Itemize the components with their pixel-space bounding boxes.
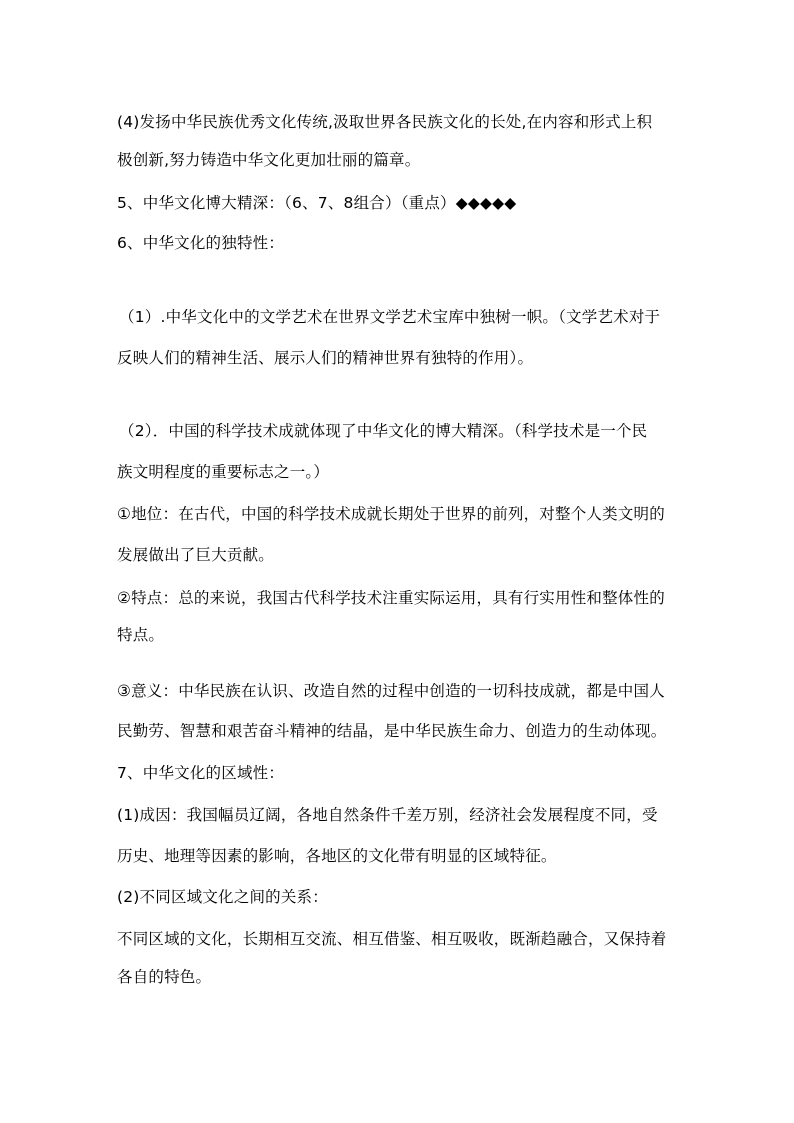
paragraph-line-14: 民勤劳、智慧和艰苦奋斗精神的结晶，是中华民族生命力、创造力的生动体现。 xyxy=(117,722,667,740)
paragraph-line-16: (1)成因：我国幅员辽阔，各地自然条件千差万别，经济社会发展程度不同，受 xyxy=(117,806,658,824)
paragraph-line-9: ①地位：在古代，中国的科学技术成就长期处于世界的前列，对整个人类文明的 xyxy=(117,505,665,523)
paragraph-line-10: 发展做出了巨大贡献。 xyxy=(117,546,275,564)
paragraph-line-19: 不同区域的文化，长期相互交流、相互借鉴、相互吸收，既渐趋融合，又保持着 xyxy=(117,930,667,948)
paragraph-line-5: （1）.中华文化中的文学艺术在世界文学艺术宝库中独树一帜。（文学艺术对于 xyxy=(119,308,661,326)
section-heading-6: 6、中华文化的独特性： xyxy=(117,234,285,252)
paragraph-line-1: (4)发扬中华民族优秀文化传统,汲取世界各民族文化的长处,在内容和形式上积 xyxy=(117,113,653,131)
paragraph-line-18: (2)不同区域文化之间的关系： xyxy=(117,888,328,906)
paragraph-line-12: 特点。 xyxy=(117,626,165,644)
paragraph-line-7: （2）．中国的科学技术成就体现了中华文化的博大精深。（科学技术是一个民 xyxy=(119,422,648,440)
paragraph-line-6: 反映人们的精神生活、展示人们的精神世界有独特的作用）。 xyxy=(117,349,534,367)
paragraph-line-8: 族文明程度的重要标志之一。） xyxy=(117,463,330,481)
section-heading-5: 5、中华文化博大精深：（6、7、8组合）（重点）◆◆◆◆◆ xyxy=(117,194,517,212)
paragraph-line-13: ③意义：中华民族在认识、改造自然的过程中创造的一切科技成就，都是中国人 xyxy=(117,682,665,700)
paragraph-line-2: 极创新,努力铸造中华文化更加壮丽的篇章。 xyxy=(117,151,421,169)
section-heading-7: 7、中华文化的区域性： xyxy=(117,764,285,782)
paragraph-line-11: ②特点：总的来说，我国古代科学技术注重实际运用，具有行实用性和整体性的 xyxy=(117,589,665,607)
paragraph-line-17: 历史、地理等因素的影响，各地区的文化带有明显的区域特征。 xyxy=(117,847,557,865)
paragraph-line-20: 各自的特色。 xyxy=(117,968,212,986)
